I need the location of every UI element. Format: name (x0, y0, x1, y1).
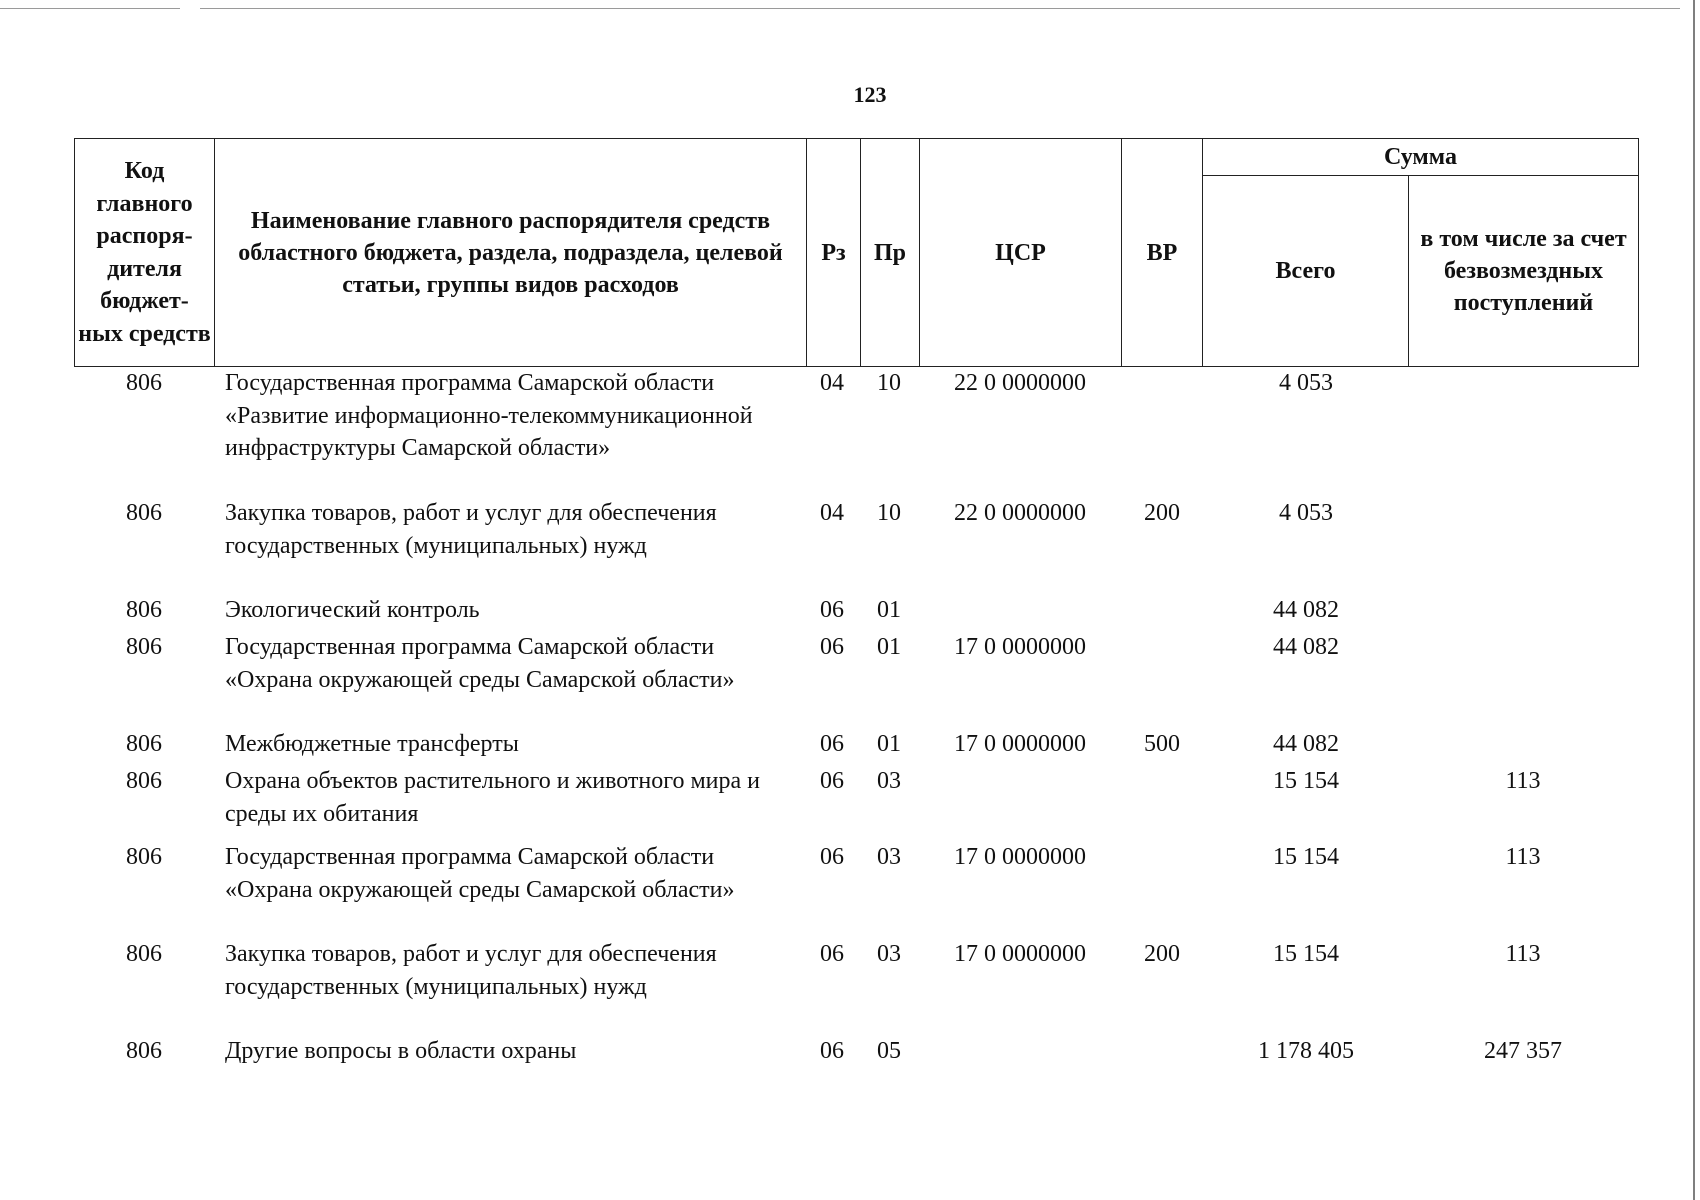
cell-name: Закупка товаров, работ и услуг для обеспечения государственных (муниципальных) нужд (225, 500, 717, 559)
cell-code: 806 (126, 941, 162, 967)
cell-pr: 01 (877, 634, 901, 660)
cell-pr: 10 (877, 370, 901, 396)
scan-border-line (0, 8, 180, 9)
cell-total: 44 082 (1273, 731, 1339, 757)
header-vr: ВР (1122, 139, 1203, 367)
cell-free: 113 (1505, 844, 1541, 870)
cell-vr: 200 (1144, 500, 1180, 526)
cell-free: 247 357 (1484, 1038, 1562, 1064)
cell-name: Государственная программа Самарской области «Охрана окружающей среды Самарской области» (225, 844, 735, 903)
cell-vr: 200 (1144, 941, 1180, 967)
cell-code: 806 (126, 597, 162, 623)
cell-name: Межбюджетные трансферты (225, 731, 519, 757)
cell-csr: 22 0 0000000 (954, 370, 1086, 396)
cell-code: 806 (126, 768, 162, 794)
cell-name: Закупка товаров, работ и услуг для обеспечения государственных (муниципальных) нужд (225, 941, 717, 1000)
cell-pr: 10 (877, 500, 901, 526)
cell-pr: 01 (877, 731, 901, 757)
cell-rz: 06 (820, 731, 844, 757)
header-rz: Рз (807, 139, 861, 367)
cell-rz: 06 (820, 768, 844, 794)
table-header (74, 138, 1639, 367)
cell-name: Экологический контроль (225, 597, 480, 623)
cell-code: 806 (126, 731, 162, 757)
cell-name: Государственная программа Самарской области «Развитие информационно-телекоммуникационной инфраструктуры Самарской области» (225, 370, 753, 461)
cell-csr: 17 0 0000000 (954, 844, 1086, 870)
cell-total: 44 082 (1273, 597, 1339, 623)
cell-total: 44 082 (1273, 634, 1339, 660)
cell-total: 15 154 (1273, 844, 1339, 870)
cell-vr: 500 (1144, 731, 1180, 757)
cell-total: 1 178 405 (1258, 1038, 1354, 1064)
cell-total: 15 154 (1273, 768, 1339, 794)
cell-csr: 22 0 0000000 (954, 500, 1086, 526)
cell-total: 4 053 (1279, 500, 1333, 526)
cell-code: 806 (126, 370, 162, 396)
cell-pr: 05 (877, 1038, 901, 1064)
cell-rz: 06 (820, 941, 844, 967)
cell-rz: 06 (820, 844, 844, 870)
cell-rz: 06 (820, 1038, 844, 1064)
cell-pr: 03 (877, 768, 901, 794)
cell-rz: 04 (820, 370, 844, 396)
header-total: Всего (1203, 176, 1409, 367)
header-sum: Сумма (1203, 139, 1639, 176)
cell-csr: 17 0 0000000 (954, 941, 1086, 967)
header-free: в том числе за счет безвозмездных поступлений (1409, 176, 1639, 367)
cell-free: 113 (1505, 768, 1541, 794)
cell-total: 4 053 (1279, 370, 1333, 396)
cell-code: 806 (126, 1038, 162, 1064)
cell-total: 15 154 (1273, 941, 1339, 967)
header-csr: ЦСР (920, 139, 1122, 367)
header-pr: Пр (861, 139, 920, 367)
cell-name: Охрана объектов растительного и животного мира и среды их обитания (225, 768, 761, 827)
cell-name: Государственная программа Самарской области «Охрана окружающей среды Самарской области» (225, 634, 735, 693)
cell-free: 113 (1505, 941, 1541, 967)
cell-name: Другие вопросы в области охраны (225, 1038, 577, 1064)
cell-code: 806 (126, 634, 162, 660)
page-number: 123 (853, 82, 887, 107)
cell-csr: 17 0 0000000 (954, 634, 1086, 660)
cell-csr: 17 0 0000000 (954, 731, 1086, 757)
cell-rz: 06 (820, 597, 844, 623)
cell-rz: 06 (820, 634, 844, 660)
scan-edge-line (1693, 0, 1695, 1200)
cell-code: 806 (126, 500, 162, 526)
header-name: Наименование главного распорядителя средств областного бюджета, раздела, подраздела, целевой статьи, группы видов расходов (215, 139, 807, 367)
header-code: Код главного распоря- дителя бюджет- ных средств (75, 139, 215, 367)
cell-pr: 01 (877, 597, 901, 623)
cell-pr: 03 (877, 844, 901, 870)
scan-border-line (200, 8, 1680, 9)
cell-rz: 04 (820, 500, 844, 526)
cell-code: 806 (126, 844, 162, 870)
cell-pr: 03 (877, 941, 901, 967)
